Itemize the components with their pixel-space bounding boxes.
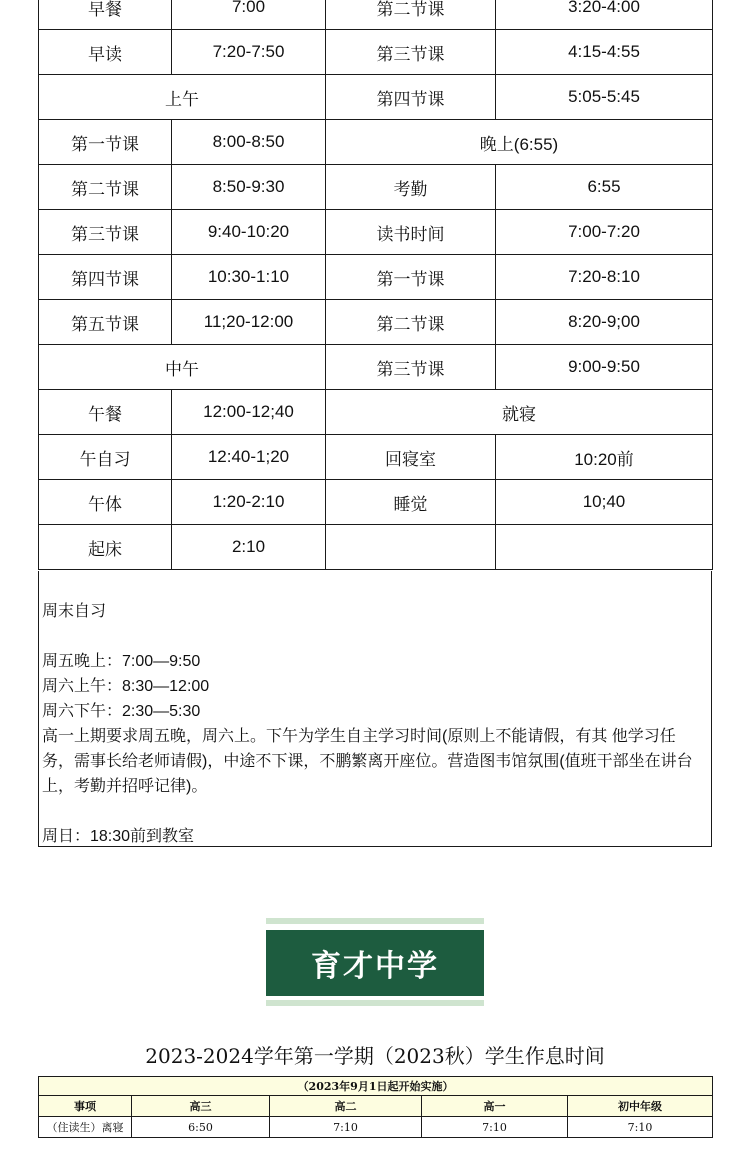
activity-label: 午餐 bbox=[39, 390, 172, 435]
time-value: 12:40-1;20 bbox=[172, 435, 326, 480]
table-row bbox=[39, 435, 713, 480]
time-value: 10:20前 bbox=[496, 435, 713, 480]
table-row bbox=[39, 0, 713, 30]
saturday-morning-time: 周六上午：8:30—12:00 bbox=[42, 678, 210, 695]
activity-label: 午自习 bbox=[39, 435, 172, 480]
time-value: 2:10 bbox=[172, 525, 326, 570]
activity-label: 第一节课 bbox=[39, 120, 172, 165]
student-timetable bbox=[38, 1076, 713, 1138]
time-value: 7:00-7:20 bbox=[496, 210, 713, 255]
section-heading: 中午 bbox=[39, 345, 326, 390]
weekend-heading: 周末自习 bbox=[42, 603, 107, 620]
time-value: 8:50-9:30 bbox=[172, 165, 326, 210]
activity-label: 第四节课 bbox=[39, 255, 172, 300]
activity-label: 考勤 bbox=[326, 165, 496, 210]
activity-label: 第三节课 bbox=[39, 210, 172, 255]
header-grade-12: 高三 bbox=[132, 1096, 270, 1117]
activity-label: 读书时间 bbox=[326, 210, 496, 255]
time-value: 12:00-12;40 bbox=[172, 390, 326, 435]
activity-label: 睡觉 bbox=[326, 480, 496, 525]
activity-label: 早餐 bbox=[39, 0, 172, 30]
table-row bbox=[39, 345, 713, 390]
time-value: 8:20-9;00 bbox=[496, 300, 713, 345]
time-value: 4:15-4:55 bbox=[496, 30, 713, 75]
sunday-time: 周日：18:30前到教室 bbox=[42, 828, 195, 845]
weekend-study-notes bbox=[38, 571, 712, 847]
time-value: 5:05-5:45 bbox=[496, 75, 713, 120]
time-value: 10;40 bbox=[496, 480, 713, 525]
table-row bbox=[39, 75, 713, 120]
table-row bbox=[39, 300, 713, 345]
header-grade-11: 高二 bbox=[270, 1096, 422, 1117]
time-value: 1:20-2:10 bbox=[172, 480, 326, 525]
cell-grade-10: 7:10 bbox=[422, 1117, 568, 1138]
effective-date-note: （2023年9月1日起开始实施） bbox=[39, 1077, 713, 1096]
timetable-title: 2023-2024学年第一学期（2023秋）学生作息时间 bbox=[145, 1044, 605, 1068]
header-junior-high: 初中年级 bbox=[568, 1096, 713, 1117]
cell-grade-11: 7:10 bbox=[270, 1117, 422, 1138]
table-row bbox=[39, 1117, 713, 1138]
time-value: 9:40-10:20 bbox=[172, 210, 326, 255]
section-heading: 就寝 bbox=[326, 390, 713, 435]
activity-label: 第四节课 bbox=[326, 75, 496, 120]
activity-label: 第二节课 bbox=[39, 165, 172, 210]
activity-label: 第三节课 bbox=[326, 345, 496, 390]
header-item: 事项 bbox=[39, 1096, 132, 1117]
activity-label: 回寝室 bbox=[326, 435, 496, 480]
daily-schedule-table bbox=[38, 0, 713, 570]
time-value: 10:30-1:10 bbox=[172, 255, 326, 300]
activity-label: 午体 bbox=[39, 480, 172, 525]
activity-label: 起床 bbox=[39, 525, 172, 570]
section-heading: 晚上(6:55) bbox=[326, 120, 713, 165]
table-row bbox=[39, 210, 713, 255]
activity-label: 第五节课 bbox=[39, 300, 172, 345]
activity-label: 第二节课 bbox=[326, 300, 496, 345]
cell-grade-12: 6:50 bbox=[132, 1117, 270, 1138]
time-value: 7:20-7:50 bbox=[172, 30, 326, 75]
friday-evening-time: 周五晚上：7:00—9:50 bbox=[42, 653, 201, 670]
cell-junior-high: 7:10 bbox=[568, 1117, 713, 1138]
effective-date-row bbox=[39, 1077, 713, 1096]
section-heading: 上午 bbox=[39, 75, 326, 120]
table-row bbox=[39, 120, 713, 165]
time-value: 9:00-9:50 bbox=[496, 345, 713, 390]
table-row bbox=[39, 165, 713, 210]
time-value: 11;20-12:00 bbox=[172, 300, 326, 345]
activity-label: 第二节课 bbox=[326, 0, 496, 30]
table-row bbox=[39, 390, 713, 435]
activity-label: 第三节课 bbox=[326, 30, 496, 75]
time-value: 6:55 bbox=[496, 165, 713, 210]
time-value bbox=[496, 525, 713, 570]
saturday-afternoon-time: 周六下午：2:30—5:30 bbox=[42, 703, 201, 720]
activity-label bbox=[326, 525, 496, 570]
weekend-rules-paragraph: 高一上期要求周五晚，周六上。下午为学生自主学习时间(原则上不能请假，有其 他学习任务，需事长给老师请假)，中途不下课，不鹏繁离开座位。营造图韦馆氛围(值班干部坐在讲台上，考勤并招呼记律)。 bbox=[42, 728, 693, 795]
activity-label: 第一节课 bbox=[326, 255, 496, 300]
table-row bbox=[39, 30, 713, 75]
time-value: 8:00-8:50 bbox=[172, 120, 326, 165]
header-row bbox=[39, 1096, 713, 1117]
table-row bbox=[39, 525, 713, 570]
row-item: （住读生）离寝 bbox=[39, 1117, 132, 1138]
table-row bbox=[39, 255, 713, 300]
time-value: 7:20-8:10 bbox=[496, 255, 713, 300]
time-value: 3:20-4:00 bbox=[496, 0, 713, 30]
banner-top-stripe bbox=[266, 918, 484, 924]
activity-label: 早读 bbox=[39, 30, 172, 75]
school-name-banner: 育才中学 bbox=[266, 930, 484, 996]
banner-bottom-stripe bbox=[266, 1000, 484, 1006]
time-value: 7:00 bbox=[172, 0, 326, 30]
table-row bbox=[39, 480, 713, 525]
header-grade-10: 高一 bbox=[422, 1096, 568, 1117]
